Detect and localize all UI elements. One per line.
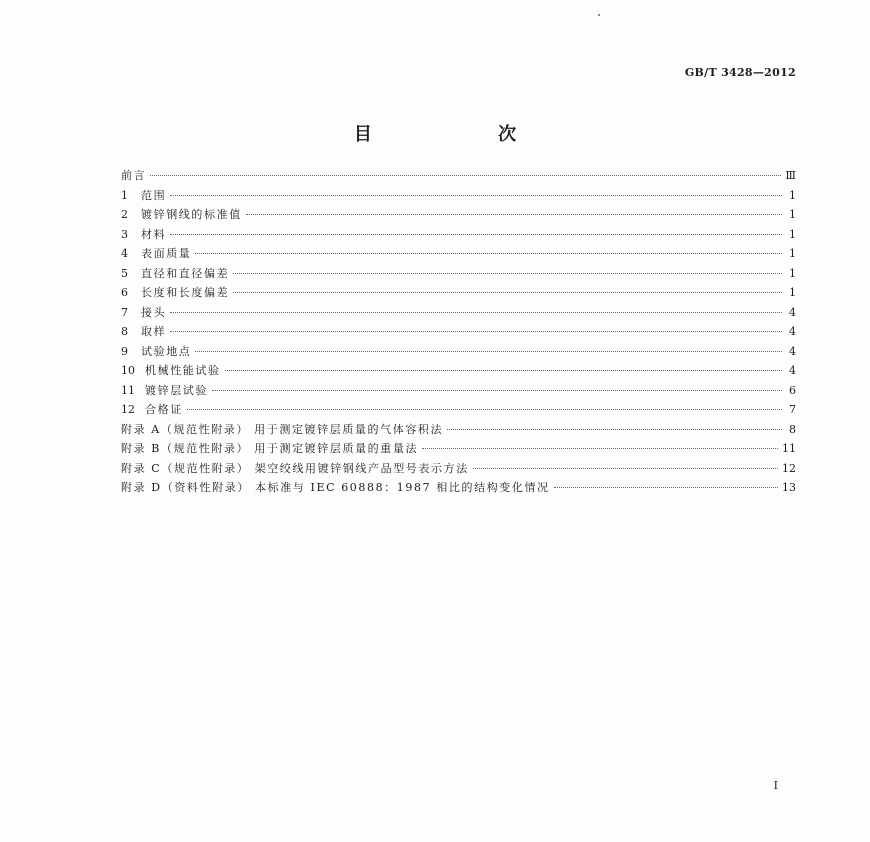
toc-entry[interactable]: [121, 459, 796, 479]
toc-entry-number: 2: [121, 208, 128, 221]
toc-entry-number: 10: [121, 364, 135, 377]
toc-entry-label: 直径和直径偏差: [141, 266, 230, 280]
toc-entry-label: 合格证: [145, 403, 183, 416]
toc-dot-leader: [233, 292, 782, 293]
toc-entry-page: 6: [789, 383, 796, 397]
toc-entry[interactable]: [121, 439, 796, 459]
toc-entry-label: 机械性能试验: [145, 364, 221, 377]
toc-entry[interactable]: [121, 381, 796, 401]
toc-dot-leader: [246, 214, 782, 215]
toc-entry[interactable]: [121, 342, 796, 362]
toc-entry-label: 范围: [141, 188, 167, 202]
toc-entry[interactable]: [121, 420, 796, 440]
toc-entry-label: 附录 B（规范性附录） 用于测定镀锌层质量的重量法: [121, 442, 419, 455]
toc-entry-label: 附录 C（规范性附录） 架空绞线用镀锌钢线产品型号表示方法: [121, 461, 469, 475]
toc-entry[interactable]: [121, 225, 796, 245]
toc-entry-page: 1: [789, 188, 796, 202]
toc-entry-page: 1: [789, 266, 796, 280]
toc-entry-page: 4: [789, 325, 796, 338]
toc-entry-page: 11: [782, 442, 796, 455]
toc-entry-label: 前言: [121, 169, 147, 182]
toc-entry-label: 镀锌层试验: [145, 383, 208, 397]
toc-entry[interactable]: [121, 283, 796, 303]
toc-entry-page: 13: [782, 481, 796, 494]
toc-entry-page: 12: [782, 461, 796, 475]
scan-speck: [598, 14, 600, 16]
toc-dot-leader: [187, 409, 782, 410]
toc-entry-label: 附录 A（规范性附录） 用于测定镀锌层质量的气体容积法: [121, 422, 444, 436]
toc-entry[interactable]: [121, 400, 796, 420]
toc-entry-page: 4: [789, 344, 796, 358]
toc-entry-number: 7: [121, 305, 128, 319]
toc-entry-label: 附录 D（资料性附录） 本标准与 IEC 60888：1987 相比的结构变化情况: [121, 481, 550, 494]
toc-entry-number: 11: [121, 383, 135, 397]
toc-entry-number: 1: [121, 188, 128, 202]
toc-dot-leader: [170, 312, 782, 313]
toc-entry-page: 1: [789, 247, 796, 260]
toc-entry[interactable]: [121, 478, 796, 498]
standard-number: GB/T 3428—2012: [684, 66, 796, 79]
toc-entry-label: 材料: [141, 227, 167, 241]
toc-entry-page: 8: [789, 422, 796, 436]
toc-entry-label: 试验地点: [141, 344, 192, 358]
toc-entry[interactable]: [121, 264, 796, 284]
toc-entry-page: Ⅲ: [785, 169, 796, 182]
toc-entry-label: 表面质量: [141, 247, 192, 260]
toc-dot-leader: [212, 390, 782, 391]
toc-entry-label: 接头: [141, 305, 167, 319]
toc-dot-leader: [170, 195, 782, 196]
toc-entry[interactable]: [121, 322, 796, 342]
toc-entry[interactable]: [121, 166, 796, 186]
table-of-contents: [121, 166, 796, 498]
page-number: I: [773, 779, 778, 792]
toc-dot-leader: [195, 253, 782, 254]
toc-dot-leader: [150, 175, 781, 176]
toc-dot-leader: [195, 351, 782, 352]
toc-entry-page: 1: [789, 227, 796, 241]
toc-entry[interactable]: [121, 244, 796, 264]
toc-entry[interactable]: [121, 303, 796, 323]
toc-entry-number: 5: [121, 266, 128, 280]
toc-entry[interactable]: [121, 186, 796, 206]
toc-entry[interactable]: [121, 205, 796, 225]
toc-entry-number: 6: [121, 286, 128, 299]
toc-entry-number: 4: [121, 247, 128, 260]
toc-dot-leader: [225, 370, 782, 371]
toc-entry-number: 12: [121, 403, 135, 416]
toc-dot-leader: [233, 273, 782, 274]
toc-dot-leader: [170, 331, 782, 332]
page-title: 目 次: [353, 124, 577, 145]
toc-entry-page: 1: [789, 286, 796, 299]
toc-dot-leader: [422, 448, 778, 449]
toc-dot-leader: [447, 429, 782, 430]
toc-entry-page: 1: [789, 208, 796, 221]
toc-entry-label: 取样: [141, 325, 167, 338]
toc-entry-number: 9: [121, 344, 128, 358]
toc-dot-leader: [473, 468, 778, 469]
toc-entry-page: 7: [789, 403, 796, 416]
toc-entry-label: 长度和长度偏差: [141, 286, 230, 299]
toc-entry-page: 4: [789, 305, 796, 319]
toc-dot-leader: [554, 487, 778, 488]
toc-entry-number: 3: [121, 227, 128, 241]
toc-entry-label: 镀锌钢线的标准值: [141, 208, 242, 221]
toc-dot-leader: [170, 234, 782, 235]
toc-entry-page: 4: [789, 364, 796, 377]
toc-entry-number: 8: [121, 325, 128, 338]
toc-entry[interactable]: [121, 361, 796, 381]
